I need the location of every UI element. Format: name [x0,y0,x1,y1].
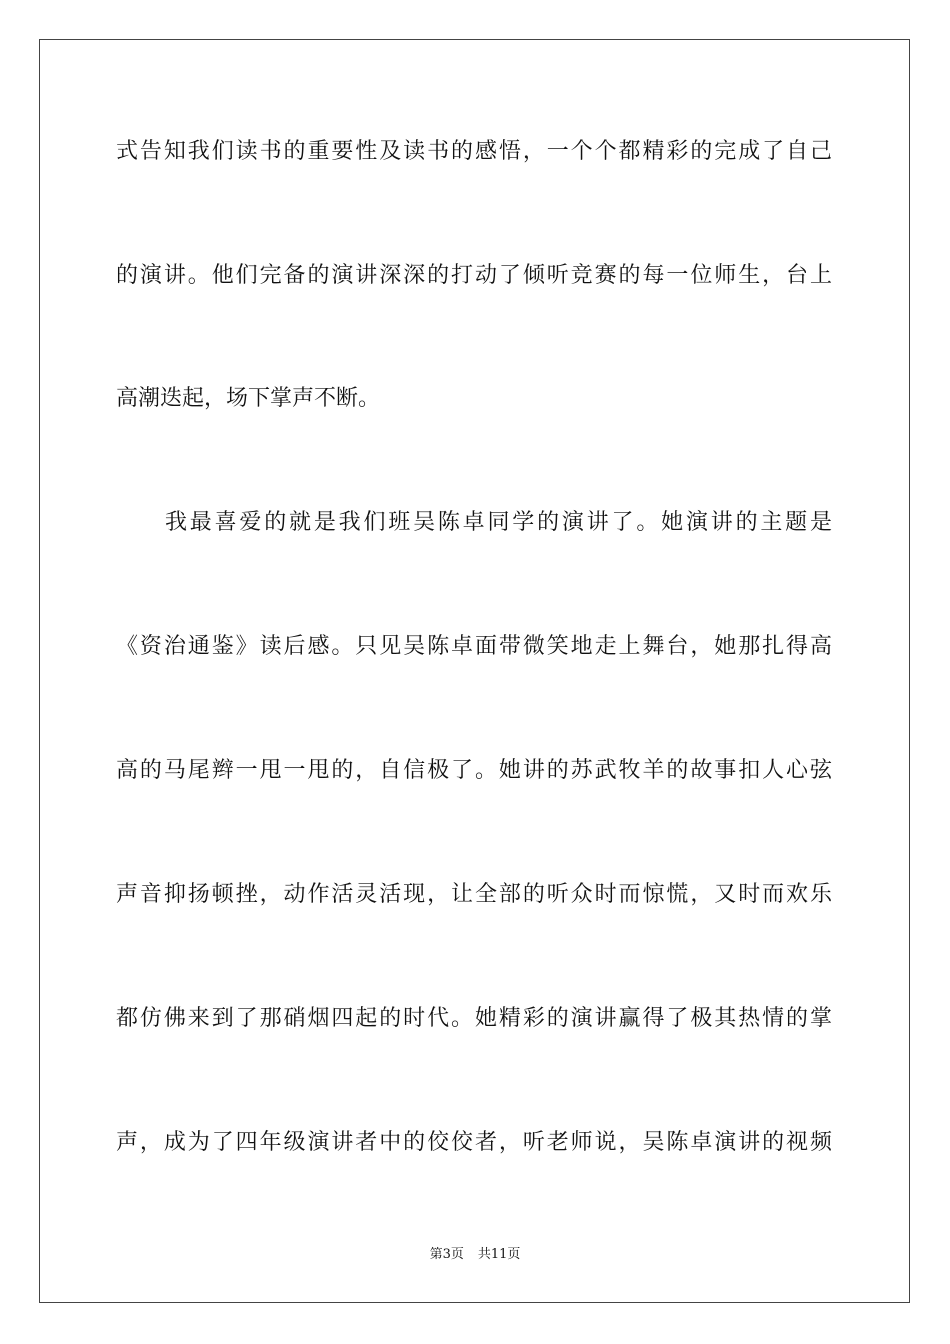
body-text-line: 《资治通鉴》读后感。只见吴陈卓面带微笑地走上舞台，她那扎得高 [116,634,832,659]
body-text-line: 声，成为了四年级演讲者中的佼佼者，听老师说，吴陈卓演讲的视频 [116,1130,832,1155]
page-footer [0,1246,950,1264]
body-text-line: 都仿佛来到了那硝烟四起的时代。她精彩的演讲赢得了极其热情的掌 [116,1006,832,1031]
paragraph-first-line: 我最喜爱的就是我们班吴陈卓同学的演讲了。她演讲的主题是 [165,510,832,535]
body-text-line: 的演讲。他们完备的演讲深深的打动了倾听竞赛的每一位师生，台上 [116,263,832,288]
body-text-line: 高潮迭起，场下掌声不断。 [116,386,381,411]
body-text-line: 高的马尾辫一甩一甩的，自信极了。她讲的苏武牧羊的故事扣人心弦 [116,758,832,783]
body-text-line: 式告知我们读书的重要性及读书的感悟，一个个都精彩的完成了自己 [116,139,832,164]
page-border [39,39,910,1303]
page-total: 共11页 [477,1247,521,1262]
page-number: 第3页 [429,1247,464,1262]
body-text-line: 声音抑扬顿挫，动作活灵活现，让全部的听众时而惊慌，又时而欢乐 [116,882,832,907]
